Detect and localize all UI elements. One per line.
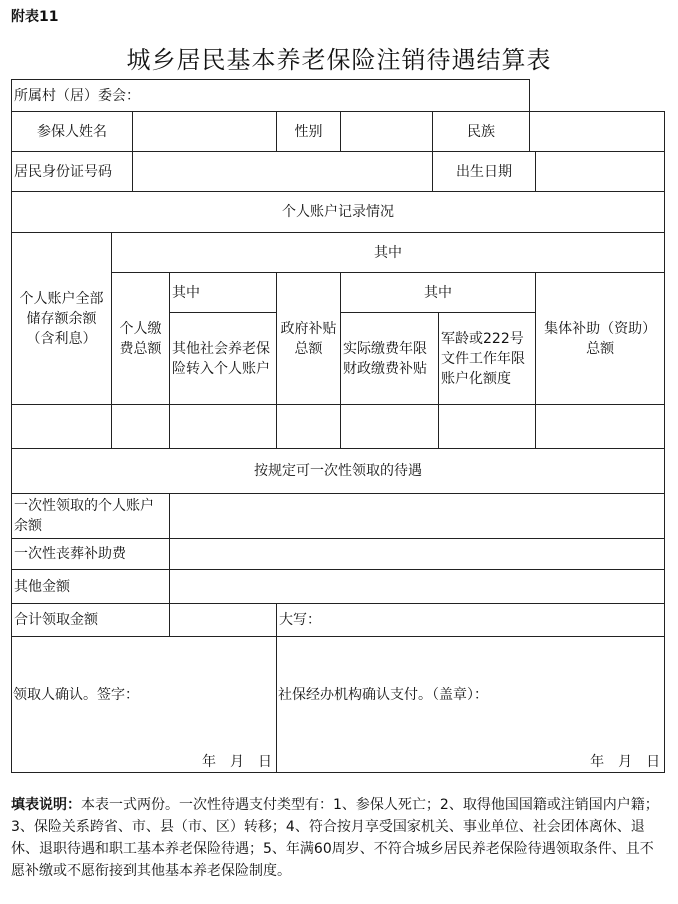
insured-name-field[interactable]	[133, 112, 277, 152]
agency-confirm-label: 社保经办机构确认支付。（盖章）：	[278, 687, 488, 703]
lump-sum-header: 按规定可一次性领取的待遇	[12, 449, 665, 494]
gender-label: 性别	[277, 112, 341, 152]
agency-date: 年 月 日	[590, 754, 661, 770]
personal-contribution-total-field[interactable]	[112, 405, 170, 449]
row-name	[12, 112, 665, 152]
row-lump-sum-balance	[12, 494, 665, 539]
lump-sum-balance-field[interactable]	[170, 494, 665, 539]
collective-subsidy-total-field[interactable]	[536, 405, 665, 449]
military-222-amount-field[interactable]	[439, 405, 536, 449]
agency-confirm-cell[interactable]	[277, 637, 665, 773]
funeral-subsidy-field[interactable]	[170, 539, 665, 570]
other-amount-field[interactable]	[170, 570, 665, 604]
gov-subsidy-total-label: 政府补贴总额	[277, 273, 341, 405]
village-committee-label: 所属村（居）委会：	[12, 80, 530, 112]
notes-label: 填表说明：	[11, 797, 81, 813]
personal-contribution-total-label: 个人缴费总额	[112, 273, 170, 405]
other-amount-label: 其他金额	[12, 570, 170, 604]
other-social-transfer-field[interactable]	[170, 405, 277, 449]
gov-subsidy-total-field[interactable]	[277, 405, 341, 449]
row-total	[12, 604, 665, 637]
row-of-which	[12, 233, 665, 273]
annex-label: 附表11	[11, 9, 59, 25]
military-222-amount-label: 军龄或222号文件工作年限账户化额度	[439, 313, 536, 405]
recipient-confirm-cell[interactable]	[12, 637, 277, 773]
id-number-field[interactable]	[133, 152, 433, 192]
row-account-header	[12, 192, 665, 233]
of-which-header: 其中	[112, 233, 665, 273]
of-which-b-label: 其中	[341, 273, 536, 313]
funeral-subsidy-label: 一次性丧葬补助费	[12, 539, 170, 570]
collective-subsidy-total-label: 集体补助（资助）总额	[536, 273, 665, 405]
of-which-a-label: 其中	[170, 273, 277, 313]
actual-years-subsidy-label: 实际缴费年限财政缴费补贴	[341, 313, 439, 405]
notes-text: 本表一式两份。一次性待遇支付类型有：1、参保人死亡；2、取得他国国籍或注销国内户籍；3、保险关系跨省、市、县（市、区）转移；4、符合按月享受国家机关、事业单位、社会团体离休、退休、退职待遇和职工基本养老保险待遇；5、年满60周岁、不符合城乡居民养老保险待遇领取条件、且不愿补缴或不愿衔接到其他基本养老保险制度。	[11, 797, 659, 879]
row-lump-sum-header	[12, 449, 665, 494]
id-number-label: 居民身份证号码	[12, 152, 133, 192]
insured-name-label: 参保人姓名	[12, 112, 133, 152]
row-funeral	[12, 539, 665, 570]
row-account-values	[12, 405, 665, 449]
total-amount-label: 合计领取金额	[12, 604, 170, 637]
row-confirmations	[12, 637, 665, 773]
gender-field[interactable]	[341, 112, 433, 152]
in-words-label: 大写：	[277, 604, 665, 637]
fill-instructions	[11, 794, 664, 882]
recipient-date: 年 月 日	[202, 754, 272, 770]
other-social-transfer-label: 其他社会养老保险转入个人账户	[170, 313, 277, 405]
settlement-form-table	[11, 79, 665, 773]
row-other-amount	[12, 570, 665, 604]
lump-sum-balance-label: 一次性领取的个人账户余额	[12, 494, 170, 539]
total-balance-field[interactable]	[12, 405, 112, 449]
birth-date-field[interactable]	[536, 152, 665, 192]
birth-date-label: 出生日期	[433, 152, 536, 192]
recipient-confirm-label: 领取人确认。签字：	[13, 687, 139, 703]
account-record-header: 个人账户记录情况	[12, 192, 665, 233]
total-balance-label: 个人账户全部储存额余额（含利息）	[12, 233, 112, 405]
form-title: 城乡居民基本养老保险注销待遇结算表	[126, 46, 552, 74]
total-amount-field[interactable]	[170, 604, 277, 637]
row-village	[12, 80, 665, 112]
ethnicity-field[interactable]	[530, 112, 665, 152]
ethnicity-label: 民族	[433, 112, 530, 152]
actual-years-subsidy-field[interactable]	[341, 405, 439, 449]
row-id	[12, 152, 665, 192]
